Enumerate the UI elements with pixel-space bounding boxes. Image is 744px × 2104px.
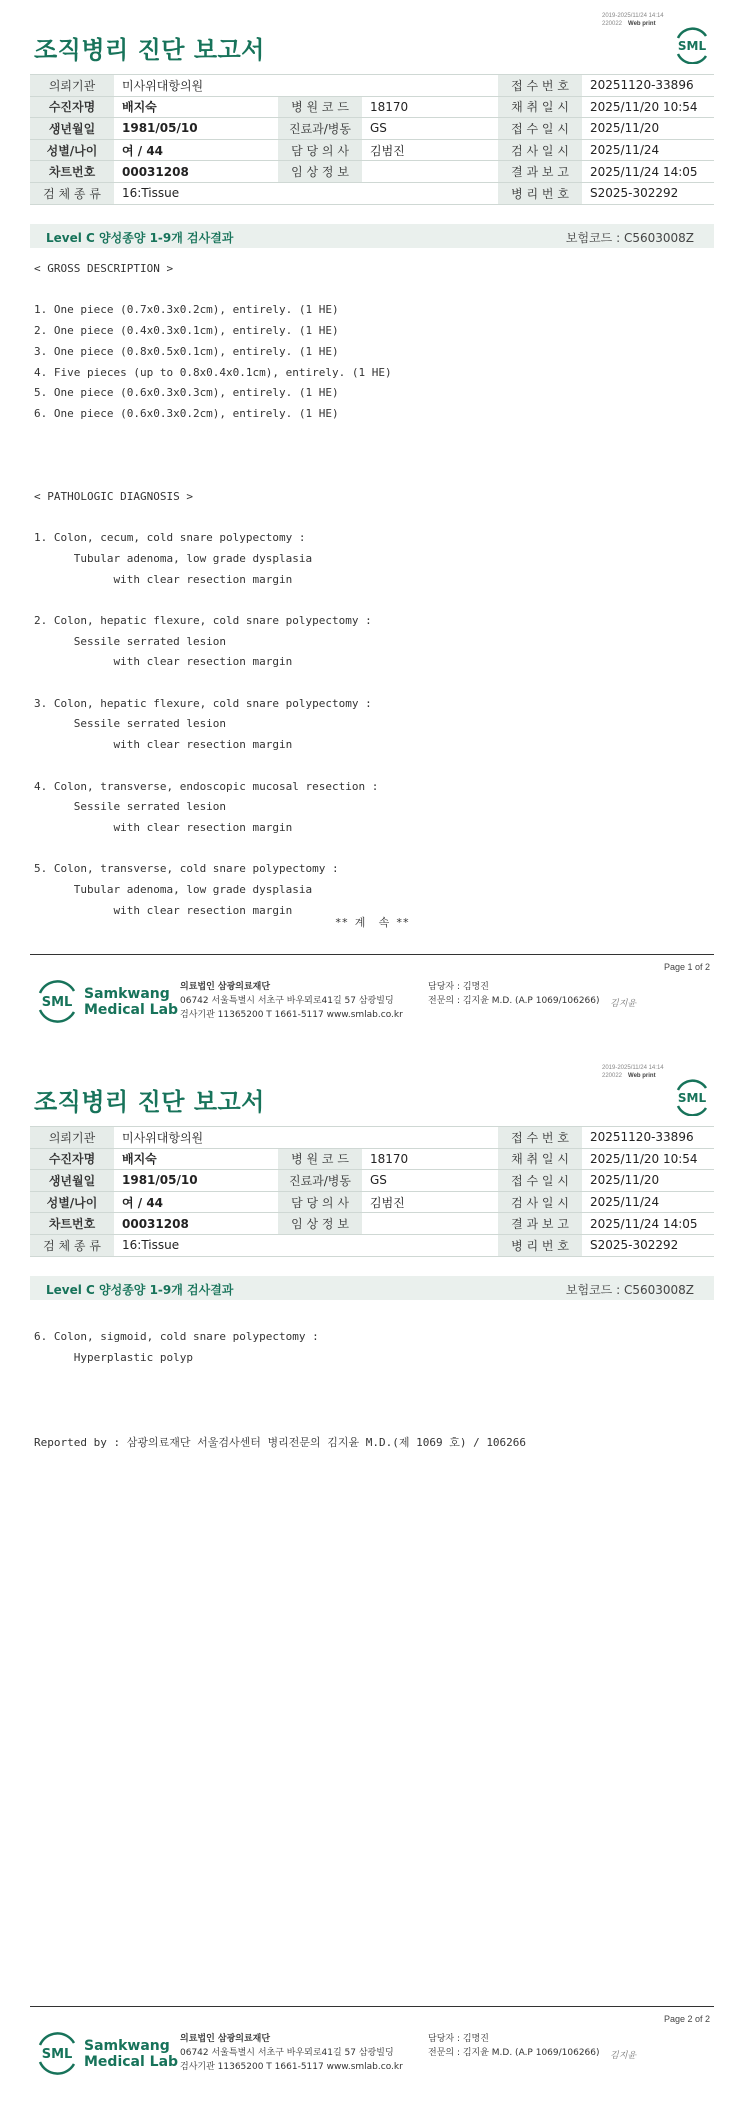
report-line: 5. Colon, transverse, cold snare polypectomy : <box>34 862 339 876</box>
info-value: 2025/11/20 10:54 <box>582 1148 714 1170</box>
info-label: 성별/나이 <box>30 1191 114 1213</box>
info-label: 결 과 보 고 <box>498 161 582 183</box>
info-value: 2025/11/20 10:54 <box>582 96 714 118</box>
info-label: 병 리 번 호 <box>498 1234 582 1256</box>
page-number: Page 1 of 2 <box>663 962 710 972</box>
footer-sml-logo-text: SML <box>41 995 73 1010</box>
info-value: GS <box>362 118 498 140</box>
report-line: 2. One piece (0.4x0.3x0.1cm), entirely. (1 HE) <box>34 324 339 338</box>
report-line: with clear resection margin <box>34 903 293 917</box>
report-line: 3. Colon, hepatic flexure, cold snare polypectomy : <box>34 696 372 710</box>
test-level-bar <box>30 1276 714 1300</box>
info-value: 00031208 <box>114 1213 278 1235</box>
footer-brand-line1: Samkwang <box>84 2038 170 2054</box>
info-value: 미사위대항의원 <box>114 75 278 97</box>
footer-sml-logo-icon <box>34 978 80 1024</box>
info-value: 1981/05/10 <box>114 118 278 140</box>
sml-logo-text: SML <box>677 39 707 53</box>
info-label: 진료과/병동 <box>278 1170 362 1192</box>
info-label: 의뢰기관 <box>30 1127 114 1149</box>
sml-logo-text: SML <box>677 1091 707 1105</box>
info-value: 2025/11/20 <box>582 118 714 140</box>
info-value: 18170 <box>362 1148 498 1170</box>
info-label: 수진자명 <box>30 1148 114 1170</box>
info-label: 병 원 코 드 <box>278 96 362 118</box>
patient-info-row <box>30 1213 714 1235</box>
info-label: 결 과 보 고 <box>498 1213 582 1235</box>
info-value: S2025-302292 <box>582 1234 714 1256</box>
footer-divider <box>30 954 714 955</box>
info-value: 18170 <box>362 96 498 118</box>
report-line: Hyperplastic polyp <box>34 1350 193 1364</box>
report-line: with clear resection margin <box>34 572 293 586</box>
patient-info-row <box>30 1191 714 1213</box>
footer-divider <box>30 2006 714 2007</box>
patient-info-row <box>30 161 714 183</box>
info-value <box>362 1234 498 1256</box>
report-line: Sessile serrated lesion <box>34 800 227 814</box>
patient-info-row <box>30 96 714 118</box>
report-line: 2. Colon, hepatic flexure, cold snare polypectomy : <box>34 613 372 627</box>
info-label: 채 취 일 시 <box>498 1148 582 1170</box>
footer-org-name: 의료법인 삼광의료재단 <box>180 982 271 992</box>
info-label <box>278 1234 362 1256</box>
report-line: Reported by : 삼광의료재단 서울검사센터 병리전문의 김지윤 M.D.(제 1069 호) / 106266 <box>34 1435 527 1449</box>
info-label: 검 체 종 류 <box>30 1234 114 1256</box>
info-label <box>278 75 362 97</box>
insurance-code: 보험코드 : C5603008Z <box>565 1283 694 1297</box>
page-number: Page 2 of 2 <box>663 2014 710 2024</box>
info-value: 20251120-33896 <box>582 1127 714 1149</box>
report-page-2 <box>0 1052 744 2104</box>
footer-brand-line2: Medical Lab <box>84 1002 179 1018</box>
info-value: 2025/11/24 14:05 <box>582 161 714 183</box>
info-label: 검 체 종 류 <box>30 182 114 204</box>
info-value <box>362 182 498 204</box>
info-label: 생년월일 <box>30 1170 114 1192</box>
test-level-bar <box>30 224 714 248</box>
info-label: 병 원 코 드 <box>278 1148 362 1170</box>
info-value: 미사위대항의원 <box>114 1127 278 1149</box>
patient-info-row <box>30 118 714 140</box>
footer-org-address: 06742 서울특별시 서초구 바우뫼로41길 57 삼광빌딩 <box>180 996 394 1006</box>
info-label <box>278 1127 362 1149</box>
info-label: 차트번호 <box>30 161 114 183</box>
report-line: Sessile serrated lesion <box>34 717 227 731</box>
footer-brand <box>84 986 178 1018</box>
info-value: 16:Tissue <box>114 1234 278 1256</box>
print-stamp-code: 220022 <box>602 1073 623 1079</box>
info-label <box>278 182 362 204</box>
info-value <box>362 1127 498 1149</box>
print-stamp-label: Web print <box>628 1073 656 1079</box>
report-line: with clear resection margin <box>34 738 293 752</box>
patient-info-table <box>30 74 714 205</box>
info-value: 2025/11/24 <box>582 1191 714 1213</box>
footer-sml-logo-icon <box>34 2030 80 2076</box>
info-value: S2025-302292 <box>582 182 714 204</box>
info-value: 여 / 44 <box>114 1191 278 1213</box>
footer-org-contact: 검사기관 11365200 T 1661-5117 www.smlab.co.kr <box>180 2062 403 2072</box>
report-line: Tubular adenoma, low grade dysplasia <box>34 883 313 896</box>
report-title: 조직병리 진단 보고서 <box>34 36 265 64</box>
info-value: 20251120-33896 <box>582 75 714 97</box>
print-stamp-code: 220022 <box>602 21 623 27</box>
info-label: 담 당 의 사 <box>278 1191 362 1213</box>
info-label: 임 상 정 보 <box>278 161 362 183</box>
info-value <box>362 161 498 183</box>
info-label: 검 사 일 시 <box>498 1191 582 1213</box>
patient-info-row <box>30 182 714 204</box>
footer-staff-pathologist: 전문의 : 김지윤 M.D. (A.P 1069/106266) <box>428 2048 600 2058</box>
report-line: with clear resection margin <box>34 655 293 669</box>
info-value: 16:Tissue <box>114 182 278 204</box>
signature: 김지윤 <box>610 2051 637 2061</box>
footer-brand-line2: Medical Lab <box>84 2054 179 2070</box>
footer-brand-line1: Samkwang <box>84 986 170 1002</box>
info-value: 2025/11/20 <box>582 1170 714 1192</box>
footer-organization <box>180 980 403 1022</box>
patient-info-row <box>30 1170 714 1192</box>
report-line: < GROSS DESCRIPTION > <box>34 262 174 275</box>
info-value: 00031208 <box>114 161 278 183</box>
info-value <box>362 75 498 97</box>
sml-logo-icon <box>672 1078 712 1116</box>
print-stamp-date: 2019-2025/11/24 14:14 <box>602 1065 664 1071</box>
report-line: 6. One piece (0.6x0.3x0.2cm), entirely. (1 HE) <box>34 406 339 420</box>
print-stamp-label: Web print <box>628 21 656 27</box>
report-line: 4. Five pieces (up to 0.8x0.4x0.1cm), entirely. (1 HE) <box>34 365 392 379</box>
patient-info-row <box>30 75 714 97</box>
report-line: 1. One piece (0.7x0.3x0.2cm), entirely. (1 HE) <box>34 303 339 317</box>
footer-staff <box>428 980 600 1008</box>
info-value: 배지숙 <box>114 1148 278 1170</box>
info-label: 접 수 일 시 <box>498 118 582 140</box>
info-label: 차트번호 <box>30 1213 114 1235</box>
footer-organization <box>180 2032 403 2074</box>
patient-info-row <box>30 139 714 161</box>
footer-sml-logo-text: SML <box>41 2047 73 2062</box>
info-label: 성별/나이 <box>30 139 114 161</box>
footer-org-address: 06742 서울특별시 서초구 바우뫼로41길 57 삼광빌딩 <box>180 2048 394 2058</box>
info-label: 검 사 일 시 <box>498 139 582 161</box>
info-label: 생년월일 <box>30 118 114 140</box>
report-line: 6. Colon, sigmoid, cold snare polypectomy : <box>34 1330 319 1343</box>
info-value: 1981/05/10 <box>114 1170 278 1192</box>
footer-brand <box>84 2038 178 2070</box>
patient-info-row <box>30 1234 714 1256</box>
info-value: 배지숙 <box>114 96 278 118</box>
info-label: 진료과/병동 <box>278 118 362 140</box>
patient-info-table <box>30 1126 714 1257</box>
report-line: 1. Colon, cecum, cold snare polypectomy : <box>34 531 306 545</box>
report-line: < PATHOLOGIC DIAGNOSIS > <box>34 489 193 503</box>
continued-mark: ** 계 속 ** <box>334 916 410 929</box>
insurance-code: 보험코드 : C5603008Z <box>565 231 694 245</box>
info-label: 채 취 일 시 <box>498 96 582 118</box>
report-line: 4. Colon, transverse, endoscopic mucosal resection : <box>34 779 379 793</box>
info-label: 접 수 번 호 <box>498 1127 582 1149</box>
test-level-label: Level C 양성종양 1-9개 검사결과 <box>46 231 234 245</box>
sml-logo-icon <box>672 26 712 64</box>
info-value <box>362 1213 498 1235</box>
footer-staff-manager: 담당자 : 김명진 <box>428 982 489 992</box>
print-stamp-date: 2019-2025/11/24 14:14 <box>602 13 664 19</box>
report-line: 3. One piece (0.8x0.5x0.1cm), entirely. (1 HE) <box>34 344 339 358</box>
info-value: 2025/11/24 <box>582 139 714 161</box>
patient-info-row <box>30 1148 714 1170</box>
info-value: 여 / 44 <box>114 139 278 161</box>
info-label: 접 수 번 호 <box>498 75 582 97</box>
info-label: 임 상 정 보 <box>278 1213 362 1235</box>
info-value: 김범진 <box>362 139 498 161</box>
report-title: 조직병리 진단 보고서 <box>34 1088 265 1116</box>
footer-staff-manager: 담당자 : 김명진 <box>428 2034 489 2044</box>
report-line: Sessile serrated lesion <box>34 634 227 648</box>
signature: 김지윤 <box>610 999 637 1009</box>
report-line: Tubular adenoma, low grade dysplasia <box>34 551 313 565</box>
info-label: 의뢰기관 <box>30 75 114 97</box>
footer-staff <box>428 2032 600 2060</box>
report-line: with clear resection margin <box>34 820 293 834</box>
test-level-label: Level C 양성종양 1-9개 검사결과 <box>46 1283 234 1297</box>
info-label: 병 리 번 호 <box>498 182 582 204</box>
report-line: 5. One piece (0.6x0.3x0.3cm), entirely. (1 HE) <box>34 386 339 400</box>
info-label: 접 수 일 시 <box>498 1170 582 1192</box>
patient-info-row <box>30 1127 714 1149</box>
info-label: 수진자명 <box>30 96 114 118</box>
info-label: 담 당 의 사 <box>278 139 362 161</box>
info-value: GS <box>362 1170 498 1192</box>
footer-org-contact: 검사기관 11365200 T 1661-5117 www.smlab.co.kr <box>180 1010 403 1020</box>
footer-org-name: 의료법인 삼광의료재단 <box>180 2034 271 2044</box>
info-value: 2025/11/24 14:05 <box>582 1213 714 1235</box>
footer-staff-pathologist: 전문의 : 김지윤 M.D. (A.P 1069/106266) <box>428 996 600 1006</box>
info-value: 김범진 <box>362 1191 498 1213</box>
